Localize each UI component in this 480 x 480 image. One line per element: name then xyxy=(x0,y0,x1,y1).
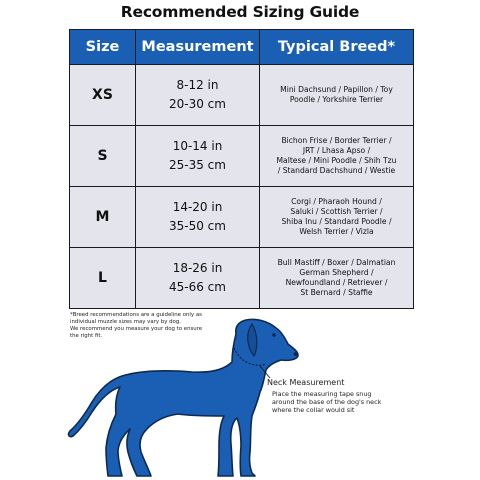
breed-line: Poodle / Yorkshire Terrier xyxy=(289,95,384,104)
breed-line: Mini Dachsund / Papillon / Toy xyxy=(280,85,393,94)
breed-line: St Bernard / Staffie xyxy=(300,288,373,297)
table-row xyxy=(70,248,414,309)
neck-instruction-line: around the base of the dog's neck xyxy=(272,398,382,407)
footnote-line: the right fit. xyxy=(70,333,103,339)
table-row xyxy=(70,126,414,187)
breed-line: Corgi / Pharaoh Hound / xyxy=(291,197,382,206)
breed-line: / Standard Dachshund / Westie xyxy=(277,166,396,175)
header-size: Size xyxy=(70,30,136,65)
page-title: Recommended Sizing Guide xyxy=(120,3,360,21)
breed-line: Saluki / Scottish Terrier / xyxy=(290,207,383,216)
measurement-inches: 18-26 in xyxy=(172,261,223,275)
measurement-inches: 14-20 in xyxy=(172,200,223,214)
measurement-cell xyxy=(136,126,260,187)
header-measurement: Measurement xyxy=(136,30,260,65)
dog-nose xyxy=(293,352,298,356)
breed-line: German Shepherd / xyxy=(299,268,374,277)
breed-cell xyxy=(260,65,414,126)
breed-cell xyxy=(260,248,414,309)
breed-line: Newfoundland / Retriever / xyxy=(285,278,388,287)
size-cell: M xyxy=(70,187,136,248)
measurement-inches: 8-12 in xyxy=(176,78,219,92)
neck-instruction-line: where the collar would sit xyxy=(272,406,355,415)
breed-line: Bichon Frise / Border Terrier / xyxy=(281,136,392,145)
breed-line: Maltese / Mini Poodle / Shih Tzu xyxy=(276,156,397,165)
breed-line: Bull Mastiff / Boxer / Dalmatian xyxy=(277,258,396,267)
measurement-cm: 20-30 cm xyxy=(169,97,226,111)
footnote-line: *Breed recommendations are a guideline only as xyxy=(70,312,202,318)
table-header-row xyxy=(70,30,414,65)
measurement-cm: 35-50 cm xyxy=(169,219,226,233)
dog-body xyxy=(69,319,298,476)
dog-eye xyxy=(272,333,276,337)
breed-line: Welsh Terrier / Vizla xyxy=(299,227,374,236)
neck-measurement-title: Neck Measurement xyxy=(267,378,345,387)
sizing-table xyxy=(69,29,414,309)
breed-cell xyxy=(260,126,414,187)
breed-cell xyxy=(260,187,414,248)
measurement-cm: 45-66 cm xyxy=(169,280,226,294)
neck-measurement-instructions xyxy=(272,390,442,415)
neck-instruction-line: Place the measuring tape snug xyxy=(272,390,372,398)
measurement-cell xyxy=(136,187,260,248)
breed-line: JRT / Lhasa Apso / xyxy=(302,146,371,155)
header-typical-breed: Typical Breed* xyxy=(260,30,414,65)
measurement-cell xyxy=(136,248,260,309)
breed-line: Shiba Inu / Standard Poodle / xyxy=(281,217,392,226)
table-row xyxy=(70,65,414,126)
footnote-line: individual muzzle sizes may vary by dog. xyxy=(70,319,181,325)
measurement-cm: 25-35 cm xyxy=(169,158,226,172)
size-cell: S xyxy=(70,126,136,187)
size-cell: XS xyxy=(70,65,136,126)
footnote-line: We recommend you measure your dog to ensure xyxy=(70,326,203,332)
table-row xyxy=(70,187,414,248)
measurement-cell xyxy=(136,65,260,126)
size-cell: L xyxy=(70,248,136,309)
measurement-inches: 10-14 in xyxy=(172,139,223,153)
